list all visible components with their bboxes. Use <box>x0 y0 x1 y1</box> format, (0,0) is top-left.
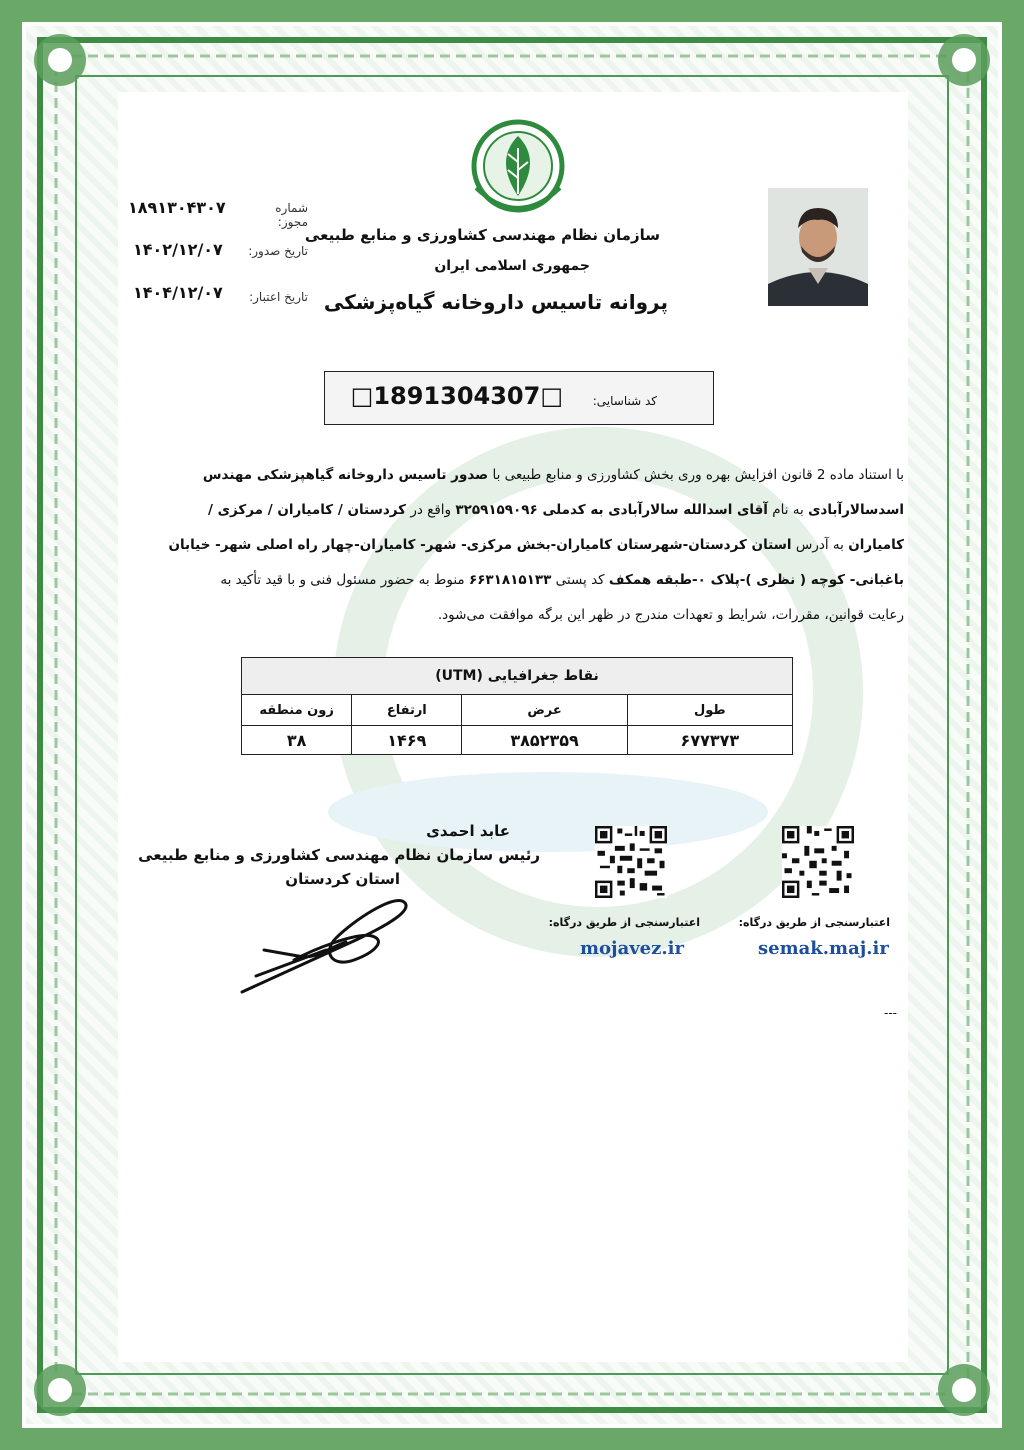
utm-value-zone: ۳۸ <box>242 726 352 755</box>
signatory-province: استان کردستان <box>285 870 400 888</box>
qr-code-mojavez <box>595 826 667 898</box>
body-line-1-subject: صدور تاسیس داروخانه گیاهپزشکی مهندس <box>202 467 489 483</box>
utm-header-zone: زون منطقه <box>242 695 352 726</box>
issue-date-label: تاریخ صدور: <box>248 244 308 258</box>
body-line-2-to-name: به نام <box>772 502 804 518</box>
address-continued: باغبانی- کوچه ( نظری )-پلاک ۰-طبقه همکف <box>608 572 904 588</box>
signatory-position: رئیس سازمان نظام مهندسی کشاورزی و منابع طبیعی <box>138 846 540 864</box>
utm-value-longitude: ۶۷۷۳۷۳ <box>627 726 792 755</box>
location-region: کردستان / کامیاران / مرکزی / <box>208 502 407 518</box>
country-name: جمهوری اسلامی ایران <box>434 258 590 274</box>
identification-code: □1891304307□ <box>350 382 563 410</box>
body-line-1-intro: با استناد ماده 2 قانون افزایش بهره وری بخش کشاورزی و منابع طبیعی با <box>492 467 904 483</box>
verify-label-mojavez: اعتبارسنجی از طریق درگاه: <box>548 916 700 929</box>
body-line-4 <box>148 563 904 598</box>
identification-label: کد شناسایی: <box>592 394 657 408</box>
holder-photo <box>768 188 868 306</box>
utm-header-longitude: طول <box>627 695 792 726</box>
qr-code-semak <box>782 826 854 898</box>
location-city: کامیاران <box>848 537 904 553</box>
validity-date-label: تاریخ اعتبار: <box>249 290 308 304</box>
utm-table <box>241 657 793 755</box>
body-line-4-condition: منوط به حضور مسئول فنی و با قید تأکید به <box>220 572 465 588</box>
organization-logo <box>466 118 570 218</box>
body-line-2-located: واقع در <box>410 502 452 518</box>
footer-dash: --- <box>884 1006 897 1020</box>
utm-value-altitude: ۱۴۶۹ <box>352 726 462 755</box>
site-mojavez[interactable]: mojavez.ir <box>580 938 684 959</box>
postal-code-label: کد پستی <box>555 572 605 588</box>
utm-title: نقاط جغرافیایی (UTM) <box>242 658 793 695</box>
utm-value-latitude: ۳۸۵۲۳۵۹ <box>462 726 627 755</box>
utm-header-altitude: ارتفاع <box>352 695 462 726</box>
license-number-label: شماره مجوز: <box>275 201 308 229</box>
body-line-3 <box>148 528 904 563</box>
identification-box <box>324 371 714 425</box>
address-text: استان کردستان-شهرستان کامیاران-بخش مرکزی- شهر- کامیاران-چهار راه اصلی شهر- خیابان <box>168 537 792 553</box>
issue-date: ۱۴۰۲/۱۲/۰۷ <box>133 240 223 259</box>
license-number: ۱۸۹۱۳۰۴۳۰۷ <box>128 198 226 217</box>
pharmacy-name-end: اسدسالارآبادی <box>808 502 904 518</box>
handwritten-signature <box>236 890 426 1000</box>
document-title: پروانه تاسیس داروخانه گیاه‌پزشکی <box>323 290 668 314</box>
postal-code: ۶۶۳۱۸۱۵۱۳۳ <box>468 572 552 588</box>
holder-name-id: آقای اسدالله سالارآبادی به کدملی ۳۲۵۹۱۵۹۰۹۶ <box>455 502 768 518</box>
certificate-body <box>148 458 904 633</box>
signatory-name: عابد احمدی <box>426 822 510 840</box>
validity-date: ۱۴۰۴/۱۲/۰۷ <box>133 283 223 302</box>
utm-header-latitude: عرض <box>462 695 627 726</box>
body-line-1 <box>148 458 904 493</box>
site-semak[interactable]: semak.maj.ir <box>758 938 889 959</box>
verify-label-semak: اعتبارسنجی از طریق درگاه: <box>738 916 890 929</box>
body-line-5: رعایت قوانین، مقررات، شرایط و تعهدات مندرج در ظهر این برگه موافقت می‌شود. <box>437 607 904 623</box>
organization-name: سازمان نظام مهندسی کشاورزی و منابع طبیعی <box>304 226 660 244</box>
body-line-3-address-label: به آدرس <box>795 537 844 553</box>
body-line-2 <box>148 493 904 528</box>
